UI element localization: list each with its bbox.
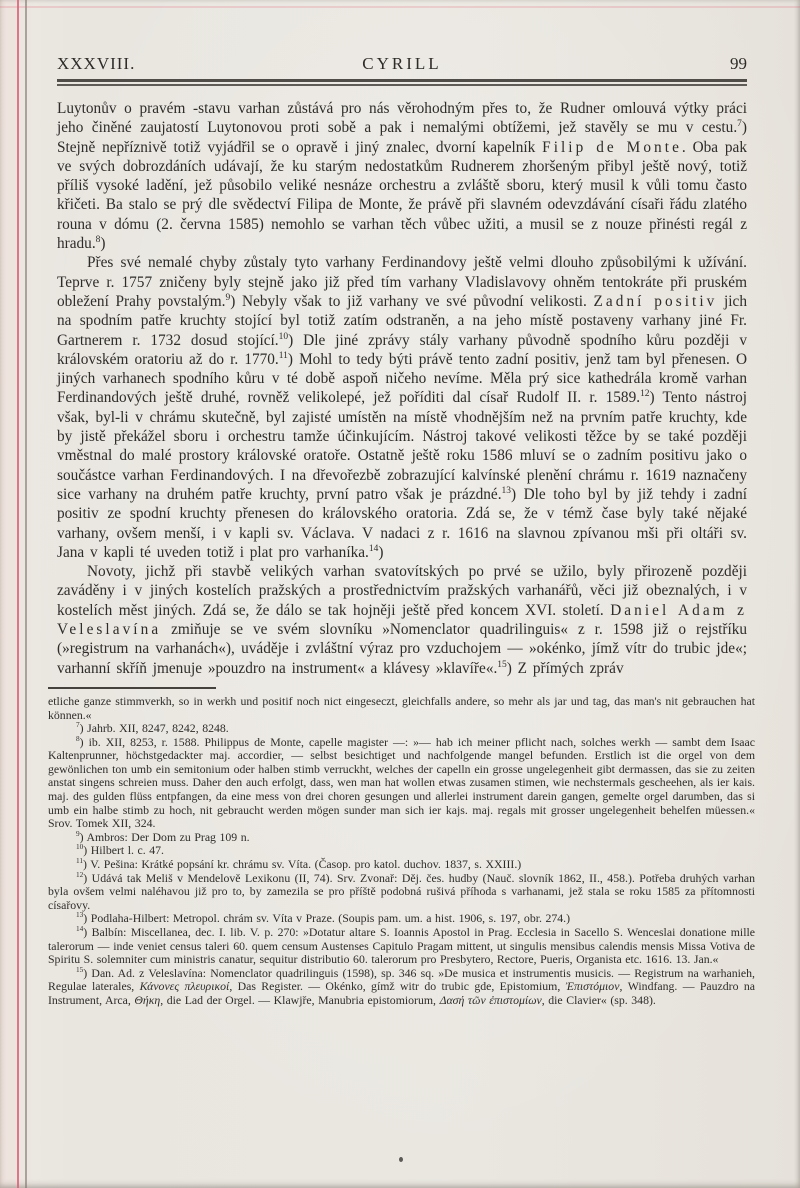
footnote-ref: 10 bbox=[278, 331, 289, 342]
greek-term: Δασή τῶν ἐπιστομίων bbox=[439, 992, 542, 1007]
footnote-ref: 12 bbox=[640, 389, 650, 400]
footnote: $^{10}$) Hilbert l. c. 47. bbox=[76, 842, 164, 858]
spaced-name: Filip de Monte bbox=[542, 138, 682, 156]
footnote: $^8$) ib. XII, 8253, r. 1588. Philippus de Monte, capelle magister —: »— hab ich meiner pflicht nach, solches werkh — sambt dem Isaac Kaltenprunner, höchstgedackter maj. accordier, — selbst besichtiget und nachfolgende mangel befunden. Erstlich ist die orgel von dem gewönlichen ton umb ein semitonium oder halben stimb verruckht, welches der capelln ein grosse ungelegenheit gibt dermassen, das sie zu zeiten anstat singens schreien muss. Daher den auch erfolgt, dass, wen man hat wollen etwas zusamen stimen, wie nechstermals gescheehen, als ier kais. maj. des gulden flüss entpfangen, da eine mess von drei choren gesungen und allerlei instrument darein gangen, gemelte orgel darumben, das si umb ein halbe stimb zu hoch, nit gebraucht werden mögen sunder man sich ier kajs. maj. regals mit grosser ungelegenheit behelfen müessen.« Srov. Tomek XII, 324. bbox=[48, 733, 755, 831]
footnote-number: 14 bbox=[76, 924, 84, 934]
paragraph: Novoty, jichž při stavbě velikých varhan svatovítských po prvé se užilo, byly přirozeně později zaváděny i v jiných kostelích pražských a prostřednictvím pražských varhanářů, věci již obeznalých, i v kostelích měst jiných. Zdá se, že dálo se tak hojněji ještě před koncem XVI. století. Daniel Adam z Veleslavína zmiňuje se ve svém slovníku »Nomenclator quadrilinguis« z r. 1598 již o rejstříku (»registrum na varhanách«), uváděje i zvláštní výraz pro vzduchojem — »okénko, jímž vítr do trubic jde«; varhanní skříň jmenuje »pouzdro na instrument« a klávesy »klavíře«.$^{15}$) Z přímých zpráv bbox=[57, 563, 747, 677]
footnote-number: 8 bbox=[76, 733, 80, 743]
spaced-name: Zadní positiv bbox=[593, 292, 718, 310]
footnote: $^{14}$) Balbín: Miscellanea, dec. I. lib. V. p. 270: »Dotatur altare S. Ioannis Apostol in Prag. Ecclesia in Sacello S. Wenceslai donatione mille talerorum — inde veniet census taleri 60. quem censum Austenses Capitulo Pragam mittent, ut singulis mensibus calendis mensis Missa Votiva de Spiritu S. solemniter cum ministris canatur, sequitur distributio 60. talerorum pro Presbytero, Rectore, Pueris, Organista etc. 1616. 13. Jan.« bbox=[48, 924, 755, 967]
footnote-number: 9 bbox=[76, 828, 80, 838]
paragraph: Luytonův o pravém -stavu varhan zůstává pro nás věrohodným přes to, že Rudner omlouvá výtky práci jeho činěné zaujatostí Luytonovou proti sobě a pak i nemalými obtížemi, jež stavěly se mu v cestu.$^7$) Stejně nepříznivě totiž vyjádřil se o opravě i jiný znalec, dvorní kapelník Filip de Monte. Oba pak ve svých dobrozdáních udávají, že ku starým nedostatkům Rudnerem zhoršeným přibyl ještě nový, totiž příliš vysoké ladění, jež působilo veliké nesnáze orchestru a zvláště sboru, který musil k vůli tomu často křičeti. Ba stalo se prý dle svědectví Filipa de Monte, že právě při slavném odevzdávání císaři řádu zlatého rouna v dómu (2. června 1585) nemohlo se varhan těch vůbec užiti, a musil se z nouze přinésti regál z hradu.$^8$) bbox=[57, 100, 747, 253]
footnote-ref: 9 bbox=[225, 292, 231, 303]
footnote-ref: 7 bbox=[737, 119, 742, 130]
footnote-ref: 8 bbox=[95, 234, 101, 245]
main-text bbox=[57, 99, 747, 678]
header-rule-thick bbox=[57, 79, 747, 82]
greek-term: Θήκη bbox=[134, 992, 161, 1007]
header-rule bbox=[57, 79, 747, 86]
footnote: $^{13}$) Podlaha-Hilbert: Metropol. chrám sv. Víta v Praze. (Soupis pam. um. a hist. 1906, s. 197, obr. 274.) bbox=[76, 910, 571, 926]
page-header bbox=[57, 54, 747, 74]
footnote-number: 12 bbox=[76, 869, 84, 879]
footnote-number: 13 bbox=[76, 910, 84, 920]
greek-term: Ἐπιστόμιον bbox=[565, 979, 620, 994]
footnote-number: 7 bbox=[76, 720, 80, 730]
footnote-ref: 13 bbox=[501, 485, 511, 496]
footnote-ref: 15 bbox=[497, 659, 507, 670]
scan-edge-top-line bbox=[0, 6, 800, 8]
footnote-separator bbox=[48, 687, 216, 689]
paragraph: Přes své nemalé chyby zůstaly tyto varhany Ferdinandovy ještě velmi dlouho způsobilými k užívání. Teprve r. 1757 zničeny byly stejně jako již před tím varhany Vladislavovy ohněm tentokráte při pruském obležení Prahy povstalým.$^9$) Nebyly však to již varhany ve své původní velikosti. Zadní positiv jich na spodním patře kruchty stojící byl totiž zatím odstraněn, a na jeho místě postaveny varhany jiné Fr. Gartnerem r. 1732 dosud stojící.$^{10}$) Dle jiné zprávy stály varhany původně spodního kůru později v královském oratoriu až do r. 1770.11) Mohl to tedy býti právě tento zadní positiv, jenž tam byl přenesen. O jiných varhanech spodního kůru v té době aspoň ničeho nevíme. Měla prý sice kathedrála kromě varhan Ferdinandových ještě druhé, rovněž velikolepé, jež poříditi dal císař Rudolf II. r. 1589.12) Tento nástroj však, byl-li v chrámu skutečně, byl zajisté umístěn na místě vhodnějším než na prvním patře kruchty, kde by jistě překážel sboru i orchestru tamže účinkujícím. Nástroj takové velikosti těžce by se také později vměstnal do malé prostory královské oratoře. Ostatně ještě roku 1586 mluví se o zadním positivu jako o součástce varhan Ferdinandových. I na dřevořezbě zobrazující kalvínské plenění chrámu r. 1619 naznačeny sice varhany na druhém patře kruchty, první patro však je prázdné.$^{13}$) Dle toho byl by již tehdy i zadní positiv ze spodní kruchty přenesen do královského oratoria. Zdá se, že v témž čase byly také nějaké varhany, ovšem menší, i v kapli sv. Václava. V nadaci z r. 1616 na slavnou zpívanou mši při oltáři sv. Jana v kapli té uveden totiž i plat pro varhaníka.$^{14}$) bbox=[57, 254, 748, 561]
footnote-number: 15 bbox=[76, 964, 84, 974]
page-number: 99 bbox=[730, 54, 747, 73]
footnote-ref: 14 bbox=[368, 543, 379, 554]
spaced-name: Daniel Adam z Veleslavína bbox=[57, 601, 747, 639]
footnote: $^9$) Ambros: Der Dom zu Prag 109 n. bbox=[76, 828, 250, 844]
footnote: $^7$) Jahrb. XII, 8247, 8242, 8248. bbox=[76, 720, 229, 736]
running-title: CYRILL bbox=[362, 54, 442, 73]
footnotes bbox=[48, 695, 755, 1008]
chapter-number: XXXVIII. bbox=[57, 54, 136, 73]
footnote: $^{15}$) Dan. Ad. z Veleslavína: Nomenclator quadrilinguis (1598), sp. 346 sq. »De musica et instrumentis musicis. — Registrum na warhanieh, Regulae laterales, Κάνονες πλευρικοί, Das Register. — Okénko, gímž witr do trubic gde, Epistomium, Ἐπιστόμιον, Windfang. — Pauzdro na Instrument, Arca, Θήκη, die Lad der Orgel. — Klawjře, Manubria epistomiorum, Δασή τῶν ἐπιστομίων, die Clavier« (sp. 348). bbox=[48, 964, 755, 1007]
scan-edge-pink-line bbox=[17, 0, 19, 1188]
greek-term: Κάνονες πλευρικοί bbox=[139, 979, 230, 994]
ink-speck bbox=[399, 1157, 403, 1162]
footnote-number: 10 bbox=[76, 842, 84, 852]
footnote: etliche ganze stimmverkh, so in werkh und positif noch nict eingeseczt, gleichfalls andere, so mehr als jar und tag, das man's nit gebrauchen hat können.« bbox=[48, 693, 755, 722]
footnote-number: 11 bbox=[76, 856, 84, 866]
footnote-ref: 11 bbox=[278, 350, 288, 361]
footnote: $^{11}$) V. Pešina: Krátké popsání kr. chrámu sv. Víta. (Časop. pro katol. duchov. 1837, s. XXIII.) bbox=[76, 856, 522, 872]
header-rule-thin bbox=[57, 84, 747, 86]
scan-edge-dark-line bbox=[25, 0, 27, 1188]
footnote: $^{12}$) Udává tak Meliš v Mendelově Lexikonu (II, 74). Srv. Zvonař: Děj. čes. hudby (Nauč. slovník 1862, II., 458.). Potřeba druhých varhan byla ovšem velmi naléhavou již pro to, by zamezila se pro příště podobná rušivá příhoda s varhanami, jež stala se roku 1585 za přítomnosti císařovy. bbox=[48, 869, 755, 912]
